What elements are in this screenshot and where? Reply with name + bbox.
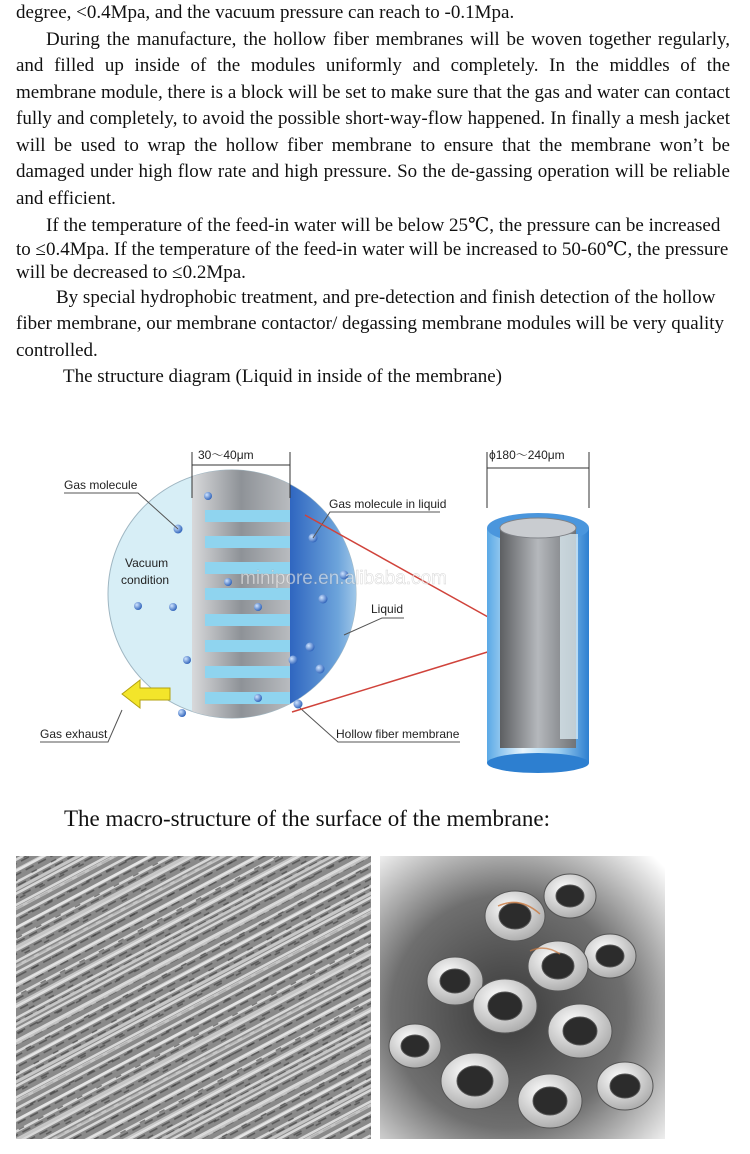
label-gas-molecule: Gas molecule bbox=[64, 478, 138, 492]
label-gas-exhaust: Gas exhaust bbox=[40, 727, 108, 741]
hollow-fiber-tube bbox=[487, 513, 589, 773]
body-text bbox=[16, 0, 730, 391]
label-condition: condition bbox=[121, 573, 170, 587]
label-liquid: Liquid bbox=[371, 602, 404, 616]
watermark: minipore.en.alibaba.com bbox=[240, 568, 448, 589]
paragraph-pressure: degree, <0.4Mpa, and the vacuum pressure can reach to -0.1Mpa. bbox=[16, 2, 515, 23]
label-vacuum: Vacuum bbox=[125, 556, 169, 570]
label-hollow-fiber-membrane: Hollow fiber membrane bbox=[336, 727, 460, 741]
structure-diagram bbox=[0, 440, 750, 780]
label-gas-molecule-in-liquid: Gas molecule in liquid bbox=[329, 497, 447, 511]
hollow-fiber-cross-section-image bbox=[380, 856, 665, 1139]
paragraph-temperature: If the temperature of the feed-in water will be below 25℃, the pressure can be increased to ≤0.4Mpa. If the temperature of the feed-in water will be increased to 50-60℃, the pressure will be decreased to ≤0.2Mpa. bbox=[16, 215, 729, 283]
structure-diagram-caption: The structure diagram (Liquid in inside of the membrane) bbox=[63, 366, 502, 387]
sem-membrane-surface-image bbox=[16, 856, 371, 1139]
paragraph-quality: By special hydrophobic treatment, and pre-detection and finish detection of the hollow fiber membrane, our membrane contactor/ degassing membrane modules will be very quality controlled. bbox=[16, 286, 725, 361]
fiber-diameter-label: ϕ180～240μm bbox=[489, 448, 565, 462]
paragraph-manufacture: During the manufacture, the hollow fiber membranes will be woven together regularly, and filled up inside of the modules uniformly and completely. In the middles of the membrane module, there is a block will be set to make sure that the gas and water can contact fully and completely, to avoid the possible short-way-flow happened. In finally a mesh jacket will be used to wrap the hollow fiber membrane to ensure that the membrane won’t be damaged under high flow rate and high pressure. So the de-gassing operation will be reliable and efficient. bbox=[16, 28, 730, 209]
macro-structure-caption: The macro-structure of the surface of the membrane: bbox=[64, 806, 550, 831]
wall-thickness-label: 30～40μm bbox=[198, 448, 254, 462]
